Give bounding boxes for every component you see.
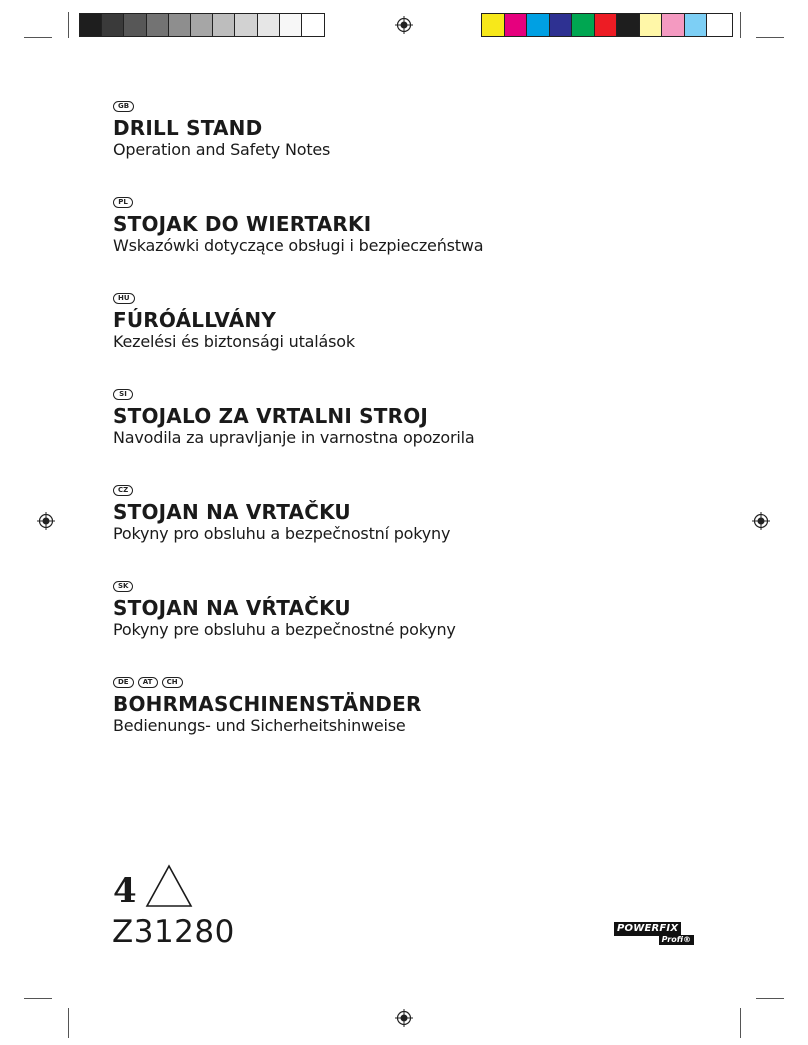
registration-mark-icon — [395, 1009, 413, 1027]
section-title: DRILL STAND — [113, 116, 263, 140]
color-swatch — [595, 14, 618, 36]
warning-indicator — [113, 858, 193, 911]
brand-logo — [614, 922, 694, 946]
registration-mark-icon — [752, 512, 770, 530]
crop-mark — [68, 1008, 69, 1038]
registration-mark-icon — [37, 512, 55, 530]
color-swatch — [640, 14, 663, 36]
color-swatch — [80, 14, 102, 36]
language-badges — [113, 293, 355, 304]
country-badge: DE — [113, 677, 134, 688]
grayscale-color-bar — [79, 13, 325, 37]
color-swatch — [482, 14, 505, 36]
language-section-gb — [113, 101, 330, 160]
crop-mark — [740, 12, 741, 38]
section-title: FÚRÓÁLLVÁNY — [113, 308, 277, 332]
warning-triangle-icon — [145, 864, 193, 908]
language-section-de-at-ch — [113, 677, 422, 736]
language-badges — [113, 581, 456, 592]
color-swatch — [213, 14, 235, 36]
section-title: STOJAN NA VŔTAČKU — [113, 596, 351, 620]
color-swatch — [147, 14, 169, 36]
color-swatch — [527, 14, 550, 36]
country-badge: PL — [113, 197, 133, 208]
country-badge: SK — [113, 581, 133, 592]
country-badge: GB — [113, 101, 134, 112]
language-badges — [113, 101, 330, 112]
color-swatch — [572, 14, 595, 36]
brand-name: POWERFIX — [614, 922, 681, 936]
warning-number: 4 — [113, 871, 137, 911]
process-color-bar — [481, 13, 733, 37]
country-badge: CH — [162, 677, 183, 688]
country-badge: AT — [138, 677, 158, 688]
section-subtitle: Pokyny pro obsluhu a bezpečnostní pokyny — [113, 524, 451, 543]
country-badge: CZ — [113, 485, 133, 496]
language-section-cz — [113, 485, 450, 544]
language-badges — [113, 197, 483, 208]
color-swatch — [235, 14, 257, 36]
crop-mark — [68, 12, 69, 38]
language-section-si — [113, 389, 474, 448]
color-swatch — [124, 14, 146, 36]
model-number: Z31280 — [112, 914, 235, 950]
language-badges — [113, 677, 422, 688]
color-swatch — [191, 14, 213, 36]
crop-mark — [740, 1008, 741, 1038]
section-subtitle: Navodila za upravljanje in varnostna opozorila — [113, 428, 475, 447]
section-title: STOJAK DO WIERTARKI — [113, 212, 372, 236]
crop-mark — [756, 37, 784, 38]
crop-mark — [24, 37, 52, 38]
crop-mark — [24, 998, 52, 999]
color-swatch — [258, 14, 280, 36]
color-swatch — [280, 14, 302, 36]
country-badge: SI — [113, 389, 133, 400]
section-subtitle: Kezelési és biztonsági utalások — [113, 332, 355, 351]
color-swatch — [302, 14, 324, 36]
language-section-pl — [113, 197, 483, 256]
section-title: STOJALO ZA VRTALNI STROJ — [113, 404, 429, 428]
brand-sub: Profi® — [659, 935, 694, 945]
section-subtitle: Operation and Safety Notes — [113, 140, 331, 159]
language-badges — [113, 485, 450, 496]
color-swatch — [505, 14, 528, 36]
section-title: BOHRMASCHINENSTÄNDER — [113, 692, 422, 716]
section-subtitle: Wskazówki dotyczące obsługi i bezpieczeństwa — [113, 236, 484, 255]
color-swatch — [662, 14, 685, 36]
section-title: STOJAN NA VRTAČKU — [113, 500, 351, 524]
language-badges — [113, 389, 474, 400]
section-subtitle: Pokyny pre obsluhu a bezpečnostné pokyny — [113, 620, 456, 639]
section-subtitle: Bedienungs- und Sicherheitshinweise — [113, 716, 406, 735]
crop-mark — [756, 998, 784, 999]
language-section-hu — [113, 293, 355, 352]
color-swatch — [102, 14, 124, 36]
color-swatch — [617, 14, 640, 36]
color-swatch — [169, 14, 191, 36]
registration-mark-icon — [395, 16, 413, 34]
country-badge: HU — [113, 293, 135, 304]
color-swatch — [550, 14, 573, 36]
language-section-sk — [113, 581, 456, 640]
color-swatch — [707, 14, 730, 36]
color-swatch — [685, 14, 708, 36]
